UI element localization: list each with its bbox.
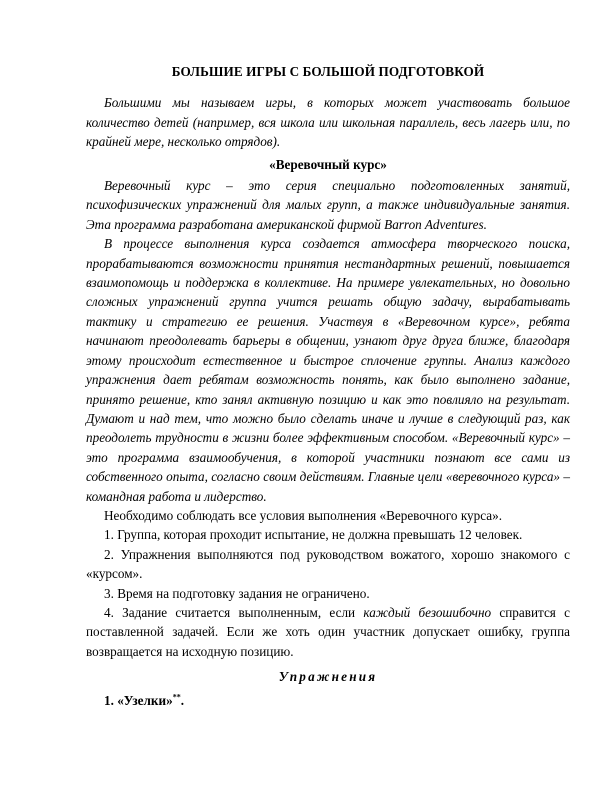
rule-2: 2. Упражнения выполняются под руководством вожатого, хорошо знакомого с «курсом». <box>86 546 570 582</box>
exercise-1-label: 1. «Узелки» <box>104 692 173 708</box>
rule-4 <box>86 603 570 661</box>
exercises-heading: Упражнения <box>278 669 378 685</box>
section-heading: «Веревочный курс» <box>269 156 387 172</box>
exercise-1-period: . <box>180 692 185 708</box>
rule-4-start: 4. Задание считается выполненным, если <box>104 604 364 620</box>
rule-4-end: справится с поставленной задачей. Если же хоть один участник допускает ошибку, группа возвращается на исходную позицию. <box>86 604 570 659</box>
rule-4-emphasis: каждый безошибочно <box>363 604 492 620</box>
exercise-1-title <box>86 691 570 710</box>
course-description-paragraph: В процессе выполнения курса создается атмосфера творческого поиска, прорабатываются возможности принятия нестандартных решений, повышается взаимопомощь и поддержка в коллективе. На примере увлекательных, но довольно сложных упражнений группа учится решать общую задачу, вырабатывать тактику и стратегию ее решения. Участвуя в «Веревочном курсе», ребята начинают преодолевать барьеры в общении, узнают друг друга ближе, благодаря этому происходит естественное и быстрое сплочение группы. Анализ каждого упражнения дает ребятам возможность понять, как было выполнено задание, принято решение, кто занял активную позицию и как это повлияло на результат. Думают и над тем, что можно было сделать иначе и лучше в следующий раз, как преодолеть трудности в жизни более эффективным способом. «Веревочный курс» – это программа взаимообучения, в которой участники познают все сами из собственного опыта, согласно своим действиям. Главные цели «веревочного курса» – командная работа и лидерство. <box>86 236 570 504</box>
document-title: БОЛЬШИЕ ИГРЫ С БОЛЬШОЙ ПОДГОТОВКОЙ <box>171 64 485 79</box>
rule-1: 1. Группа, которая проходит испытание, не должна превышать 12 человек. <box>104 527 523 543</box>
footnote-mark: ** <box>172 692 181 702</box>
document-page <box>86 62 570 710</box>
rule-3: 3. Время на подготовку задания не ограничено. <box>104 585 370 601</box>
course-definition-paragraph: Веревочный курс – это серия специально подготовленных занятий, психофизических упражнений для малых групп, а также индивидуальные занятия. Эта программа разработана американской фирмой Barron Adventures. <box>86 178 570 232</box>
intro-paragraph: Большими мы называем игры, в которых может участвовать большое количество детей (например, вся школа или школьная параллель, весь лагерь или, по крайней мере, несколько отрядов). <box>86 95 570 150</box>
conditions-intro: Необходимо соблюдать все условия выполнения «Веревочного курса». <box>104 507 502 523</box>
